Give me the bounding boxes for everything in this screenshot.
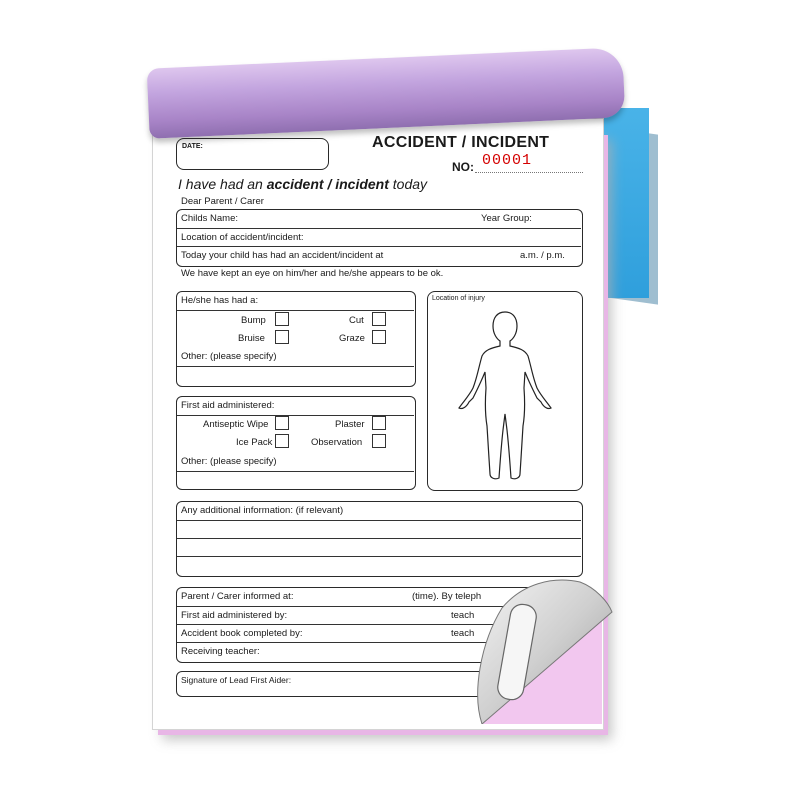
divider [177, 538, 581, 539]
location-label: Location of accident/incident: [181, 232, 304, 243]
number-label: NO: [452, 160, 474, 174]
parent-informed-label: Parent / Carer informed at: [181, 591, 294, 602]
checkbox-bump[interactable] [275, 312, 289, 326]
option-label-observation: Observation [311, 437, 363, 448]
other-specify-label: Other: (please specify) [181, 351, 277, 362]
divider [177, 471, 414, 472]
option-label-cut: Cut [349, 315, 364, 326]
divider [177, 246, 581, 247]
receiving-teacher-label: Receiving teacher: [181, 646, 260, 657]
divider [177, 520, 581, 521]
teacher-label-2: teach [451, 628, 475, 639]
number-underline [475, 172, 583, 173]
option-label-ice-pack: Ice Pack [236, 437, 273, 448]
tagline: I have had an accident / incident today [178, 176, 428, 192]
checkbox-graze[interactable] [372, 330, 386, 344]
peeled-corner [472, 574, 622, 724]
accident-book-label: Accident book completed by: [181, 628, 303, 639]
year-group-label: Year Group: [481, 213, 532, 224]
date-label: DATE: [182, 143, 203, 150]
today-text: Today your child has had an accident/incident at [181, 250, 384, 261]
option-label-antiseptic-wipe: Antiseptic Wipe [203, 419, 269, 430]
form-title: ACCIDENT / INCIDENT [372, 134, 550, 151]
kept-eye-text: We have kept an eye on him/her and he/she appears to be ok. [181, 268, 444, 279]
had-header: He/she has had a: [181, 295, 259, 306]
childs-name-label: Childs Name: [181, 213, 239, 224]
form-number: 00001 [482, 152, 533, 169]
divider [177, 366, 414, 367]
other-specify-label-2: Other: (please specify) [181, 456, 277, 467]
option-label-bruise: Bruise [238, 333, 265, 344]
time-by-phone-label: (time). By teleph [412, 591, 482, 602]
option-label-graze: Graze [339, 333, 365, 344]
checkbox-antiseptic-wipe[interactable] [275, 416, 289, 430]
checkbox-cut[interactable] [372, 312, 386, 326]
body-outline-icon [455, 306, 555, 486]
first-aid-by-label: First aid administered by: [181, 610, 288, 621]
injury-location-label: Location of injury [432, 295, 485, 302]
ampm-label: a.m. / p.m. [520, 250, 565, 261]
option-label-plaster: Plaster [335, 419, 365, 430]
first-aid-header: First aid administered: [181, 400, 275, 411]
additional-info-label: Any additional information: (if relevant) [181, 505, 344, 516]
greeting: Dear Parent / Carer [181, 196, 264, 207]
divider [177, 228, 581, 229]
checkbox-bruise[interactable] [275, 330, 289, 344]
checkbox-plaster[interactable] [372, 416, 386, 430]
checkbox-observation[interactable] [372, 434, 386, 448]
divider [177, 556, 581, 557]
divider [177, 310, 414, 311]
signature-label: Signature of Lead First Aider: [181, 675, 292, 685]
teacher-label-1: teach [451, 610, 475, 621]
checkbox-ice-pack[interactable] [275, 434, 289, 448]
option-label-bump: Bump [241, 315, 266, 326]
